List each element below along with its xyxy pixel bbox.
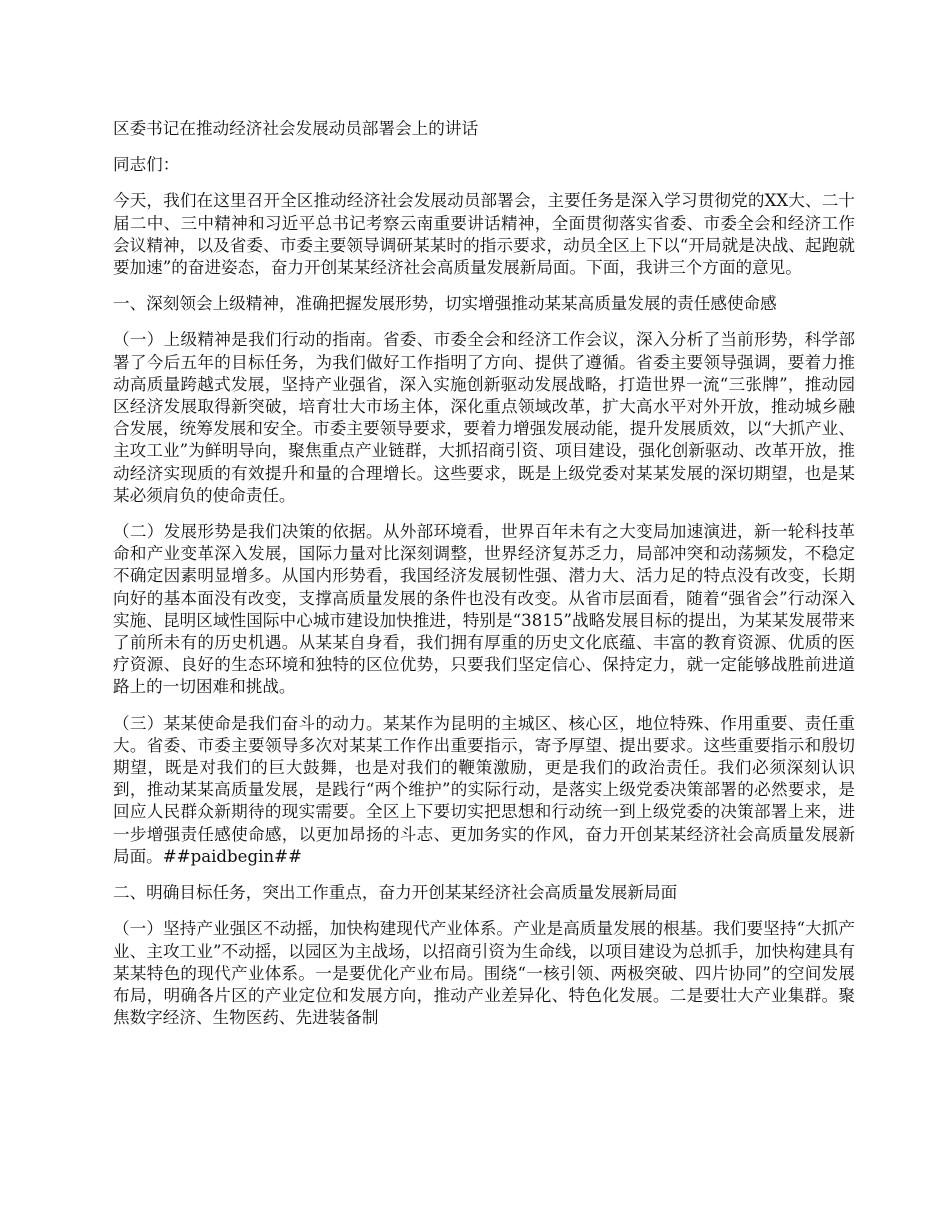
paragraph-1-2: （二）发展形势是我们决策的依据。从外部环境看，世界百年未有之大变局加速演进，新一轮科技革命和产业变革深入发展，国际力量对比深刻调整，世界经济复苏乏力，局部冲突和动荡频发，不稳定不确定因素明显增多。从国内形势看，我国经济发展韧性强、潜力大、活力足的特点没有改变，长期向好的基本面没有改变，支撑高质量发展的条件也没有改变。从省市层面看，随着“强省会”行动深入实施、昆明区域性国际中心城市建设加快推进，特别是“3815”战略发展目标的提出，为某某发展带来了前所未有的历史机遇。从某某自身看，我们拥有厚重的历史文化底蕴、丰富的教育资源、优质的医疗资源、良好的生态环境和独特的区位优势，只要我们坚定信心、保持定力，就一定能够战胜前进道路上的一切困难和挑战。 — [113, 522, 855, 697]
paragraph-intro: 今天，我们在这里召开全区推动经济社会发展动员部署会，主要任务是深入学习贯彻党的XX大、二十届二中、三中精神和习近平总书记考察云南重要讲话精神，全面贯彻落实省委、市委全会和经济工作会议精神，以及省委、市委主要领导调研某某时的指示要求，动员全区上下以“开局就是决战、起跑就要加速”的奋进姿态，奋力开创某某经济社会高质量发展新局面。下面，我讲三个方面的意见。 — [113, 191, 855, 278]
section-heading-2: 二、明确目标任务，突出工作重点，奋力开创某某经济社会高质量发展新局面 — [113, 883, 678, 903]
document-page — [113, 118, 855, 1043]
paragraph-2-1: （一）坚持产业强区不动摇，加快构建现代产业体系。产业是高质量发展的根基。我们要坚持“大抓产业、主攻工业”不动摇，以园区为主战场，以招商引资为生命线，以项目建设为总抓手，加快构建具有某某特色的现代产业体系。一是要优化产业布局。围绕“一核引领、两极突破、四片协同”的空间发展布局，明确各片区的产业定位和发展方向，推动产业差异化、特色化发展。二是要壮大产业集群。聚焦数字经济、生物医药、先进装备制 — [113, 919, 855, 1028]
paragraph-1-3: （三）某某使命是我们奋斗的动力。某某作为昆明的主城区、核心区，地位特殊、作用重要、责任重大。省委、市委主要领导多次对某某工作作出重要指示，寄予厚望、提出要求。这些重要指示和殷切期望，既是对我们的巨大鼓舞，也是对我们的鞭策激励，更是我们的政治责任。我们必须深刻认识到，推动某某高质量发展，是践行“两个维护”的实际行动，是落实上级党委决策部署的必然要求，是回应人民群众新期待的现实需要。全区上下要切实把思想和行动统一到上级党委的决策部署上来，进一步增强责任感使命感，以更加昂扬的斗志、更加务实的作风，奋力开创某某经济社会高质量发展新局面。##paidbegin## — [113, 713, 855, 866]
salutation: 同志们： — [113, 155, 180, 175]
document-title: 区委书记在推动经济社会发展动员部署会上的讲话 — [113, 119, 479, 138]
paragraph-1-1: （一）上级精神是我们行动的指南。省委、市委全会和经济工作会议，深入分析了当前形势，科学部署了今后五年的目标任务，为我们做好工作指明了方向、提供了遵循。省委主要领导强调，要着力推动高质量跨越式发展，坚持产业强省，深入实施创新驱动发展战略，打造世界一流“三张牌”，推动园区经济发展取得新突破，培育壮大市场主体，深化重点领域改革，扩大高水平对外开放，推动城乡融合发展，统筹发展和安全。市委主要领导要求，要着力增强发展动能，提升发展质效，以“大抓产业、主攻工业”为鲜明导向，聚焦重点产业链群，大抓招商引资、项目建设，强化创新驱动、改革开放，推动经济实现质的有效提升和量的合理增长。这些要求，既是上级党委对某某发展的深切期望，也是某某必须肩负的使命责任。 — [113, 330, 855, 505]
section-heading-1: 一、深刻领会上级精神，准确把握发展形势，切实增强推动某某高质量发展的责任感使命感 — [113, 294, 777, 314]
